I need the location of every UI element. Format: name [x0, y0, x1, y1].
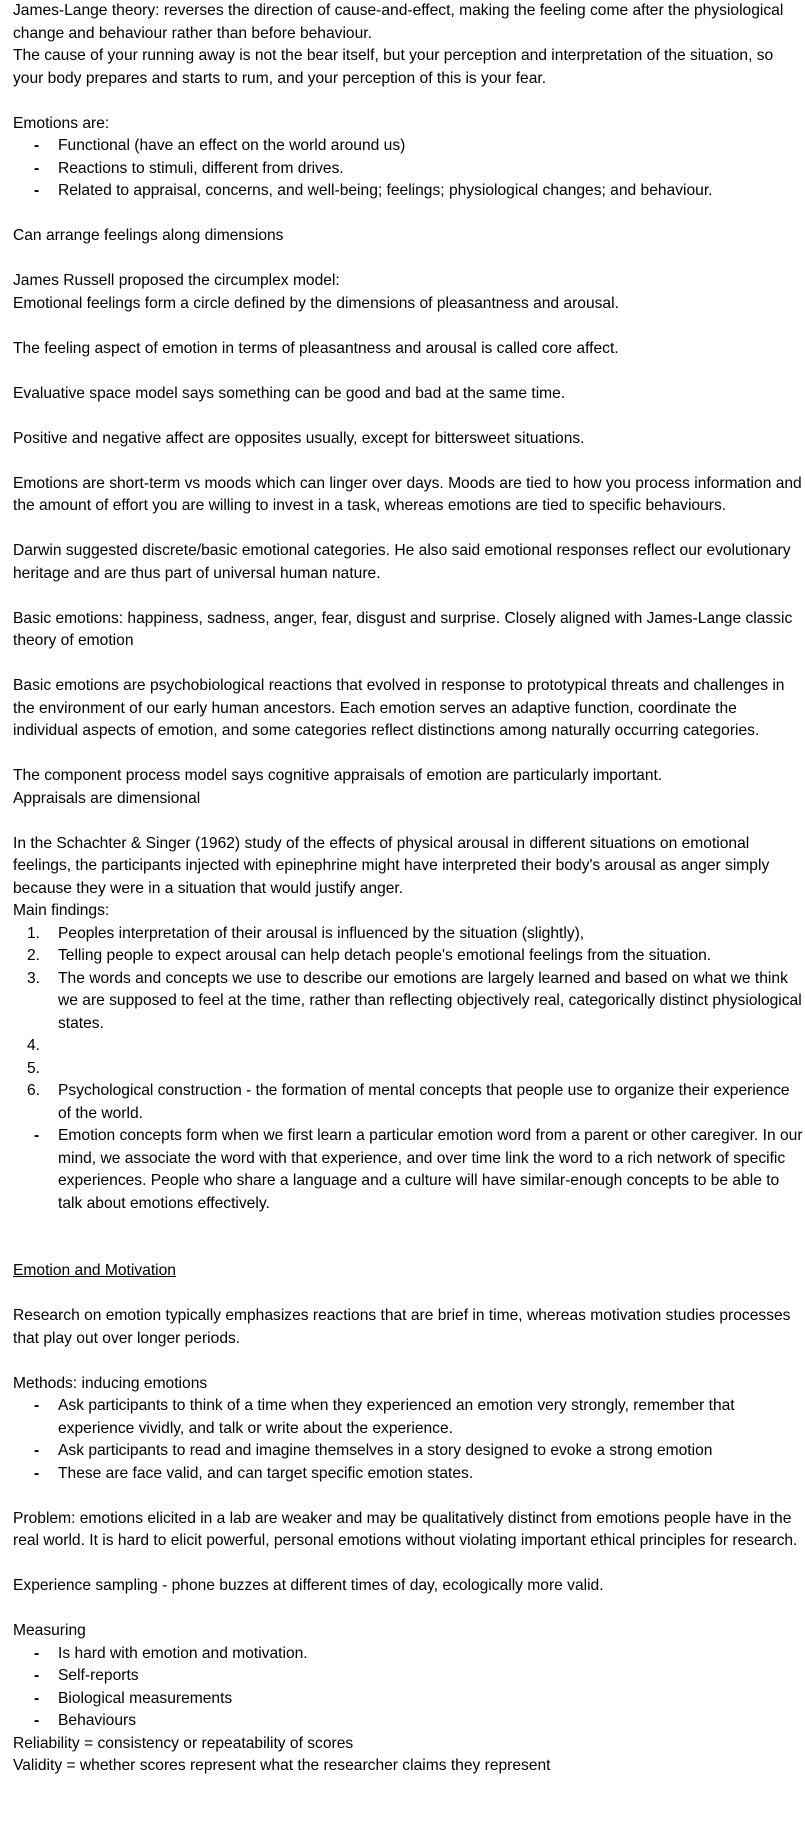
- numbered-list: [13, 923, 805, 1126]
- paragraph: In the Schachter & Singer (1962) study of the effects of physical arousal in different situations on emotional feelings, the participants injected with epinephrine might have interpreted their body's arousal as anger simply because they were in a situation that would justify anger.: [13, 834, 770, 897]
- list-item: [13, 1080, 805, 1125]
- list-item: [13, 180, 805, 203]
- list-item-text: Ask participants to read and imagine themselves in a story designed to evoke a strong emotion: [58, 1442, 713, 1459]
- list-number: 5.: [27, 1059, 41, 1077]
- list-number: 2.: [27, 947, 41, 964]
- blank-line: [13, 203, 805, 226]
- paragraph: Basic emotions: happiness, sadness, anger, fear, disgust and surprise. Closely aligned with James-Lange classic theory of emotion: [13, 609, 793, 649]
- paragraph: Emotional feelings form a circle defined by the dimensions of pleasantness and arousal.: [13, 294, 619, 312]
- list-item: [13, 1665, 805, 1688]
- paragraph: Positive and negative affect are opposites usually, except for bittersweet situations.: [13, 429, 585, 447]
- list-item: [13, 1125, 805, 1215]
- blank-line: [13, 1598, 805, 1621]
- list-number: 6.: [27, 1082, 41, 1099]
- blank-line: [13, 450, 805, 473]
- list-item: [13, 135, 805, 158]
- blank-line: [13, 743, 805, 766]
- bullet-marker: -: [34, 1464, 40, 1482]
- blank-line: [13, 1350, 805, 1373]
- list-item-text: Psychological construction - the formation of mental concepts that people use to organize their experience of the world.: [58, 1082, 790, 1122]
- bullet-list: [13, 1643, 805, 1733]
- section-heading: Emotion and Motivation: [13, 1262, 176, 1279]
- list-item: [13, 1395, 805, 1440]
- blank-line: [13, 1485, 805, 1508]
- bullet-marker: -: [34, 1689, 40, 1707]
- bullet-marker: -: [34, 1667, 40, 1684]
- paragraph: Validity = whether scores represent what the researcher claims they represent: [13, 1757, 551, 1774]
- bullet-marker: -: [34, 1127, 40, 1144]
- list-item: [13, 945, 805, 968]
- bullet-list: [13, 1125, 805, 1215]
- paragraph: Basic emotions are psychobiological reactions that evolved in response to prototypical threats and challenges in the environment of our early human ancestors. Each emotion serves an adaptive function, coordinate the individual aspects of emotion, and some categories reflect distinctions among naturally occurring categories.: [13, 677, 785, 739]
- blank-line: [13, 518, 805, 541]
- blank-line: [13, 315, 805, 338]
- list-label: Measuring: [13, 1622, 86, 1639]
- list-item-text: Telling people to expect arousal can help detach people's emotional feelings from the situation.: [58, 947, 712, 964]
- blank-line: [13, 1215, 805, 1238]
- list-item-text: Reactions to stimuli, different from drives.: [58, 159, 344, 177]
- list-item-text: These are face valid, and can target specific emotion states.: [58, 1464, 474, 1482]
- paragraph: James-Lange theory: reverses the direction of cause-and-effect, making the feeling come after the physiological change and behaviour rather than before behaviour.: [13, 2, 784, 42]
- bullet-marker: -: [34, 1397, 40, 1414]
- paragraph: The component process model says cognitive appraisals of emotion are particularly important.: [13, 767, 663, 784]
- blank-line: [13, 1283, 805, 1306]
- bullet-marker: -: [34, 1712, 40, 1729]
- list-item: [13, 1463, 805, 1486]
- list-item-text: Emotion concepts form when we first learn a particular emotion word from a parent or other caregiver. In our mind, we associate the word with that experience, and over time link the word to a rich network of specific experiences. People who share a language and a culture will have similar-enough concepts to be able to talk about emotions effectively.: [58, 1127, 803, 1212]
- list-item: [13, 1688, 805, 1711]
- list-label: Main findings:: [13, 902, 110, 919]
- bullet-list: [13, 1395, 805, 1485]
- bullet-marker: -: [34, 137, 40, 154]
- blank-line: [13, 1238, 805, 1261]
- paragraph: The feeling aspect of emotion in terms of pleasantness and arousal is called core affect.: [13, 339, 619, 357]
- list-item: [13, 158, 805, 181]
- bullet-list: [13, 135, 805, 203]
- blank-line: [13, 90, 805, 113]
- list-item: [13, 1643, 805, 1666]
- paragraph: Experience sampling - phone buzzes at different times of day, ecologically more valid.: [13, 1577, 604, 1594]
- list-item-text: Self-reports: [58, 1667, 139, 1684]
- list-item-text: Peoples interpretation of their arousal is influenced by the situation (slightly),: [58, 924, 585, 942]
- list-number: 3.: [27, 969, 41, 987]
- list-item-text: Biological measurements: [58, 1689, 233, 1707]
- paragraph: Darwin suggested discrete/basic emotional categories. He also said emotional responses reflect our evolutionary heritage and are thus part of universal human nature.: [13, 542, 791, 582]
- paragraph: Can arrange feelings along dimensions: [13, 227, 284, 244]
- list-number: 4.: [27, 1037, 41, 1054]
- paragraph: Reliability = consistency or repeatability of scores: [13, 1734, 354, 1752]
- list-item: [13, 1710, 805, 1733]
- list-item-text: The words and concepts we use to describe our emotions are largely learned and based on what we think we are supposed to feel at the time, rather than reflecting objectively real, categorically distinct physiological states.: [58, 969, 802, 1032]
- blank-line: [13, 405, 805, 428]
- paragraph: James Russell proposed the circumplex model:: [13, 272, 340, 289]
- list-item: [13, 1058, 805, 1081]
- paragraph: Emotions are short-term vs moods which can linger over days. Moods are tied to how you process information and the amount of effort you are willing to invest in a task, whereas emotions are tied to specific behaviours.: [13, 474, 802, 514]
- blank-line: [13, 1553, 805, 1576]
- list-item: [13, 968, 805, 1036]
- blank-line: [13, 248, 805, 271]
- list-label: Methods: inducing emotions: [13, 1374, 208, 1392]
- paragraph: Evaluative space model says something can be good and bad at the same time.: [13, 384, 566, 402]
- list-item: [13, 923, 805, 946]
- list-item-text: Is hard with emotion and motivation.: [58, 1644, 308, 1662]
- list-number: 1.: [27, 924, 41, 942]
- list-item-text: Related to appraisal, concerns, and well-being; feelings; physiological changes; and behaviour.: [58, 182, 713, 199]
- bullet-marker: -: [34, 1442, 40, 1459]
- list-item-text: Behaviours: [58, 1712, 137, 1729]
- paragraph: The cause of your running away is not the bear itself, but your perception and interpretation of the situation, so your body prepares and starts to rum, and your perception of this is your fear.: [13, 47, 774, 87]
- paragraph: Problem: emotions elicited in a lab are weaker and may be qualitatively distinct from emotions people have in the real world. It is hard to elicit powerful, personal emotions without violating important ethical principles for research.: [13, 1509, 798, 1549]
- list-item: [13, 1440, 805, 1463]
- blank-line: [13, 653, 805, 676]
- bullet-marker: -: [34, 1644, 40, 1662]
- list-label: Emotions are:: [13, 114, 110, 132]
- bullet-marker: -: [34, 159, 40, 177]
- list-item-text: Ask participants to think of a time when they experienced an emotion very strongly, remember that experience vividly, and talk or write about the experience.: [58, 1397, 735, 1437]
- list-item-text: Functional (have an effect on the world around us): [58, 137, 406, 154]
- bullet-marker: -: [34, 182, 40, 199]
- blank-line: [13, 585, 805, 608]
- paragraph: Appraisals are dimensional: [13, 789, 201, 807]
- blank-line: [13, 810, 805, 833]
- blank-line: [13, 360, 805, 383]
- paragraph: Research on emotion typically emphasizes reactions that are brief in time, whereas motivation studies processes that play out over longer periods.: [13, 1307, 791, 1347]
- list-item: [13, 1035, 805, 1058]
